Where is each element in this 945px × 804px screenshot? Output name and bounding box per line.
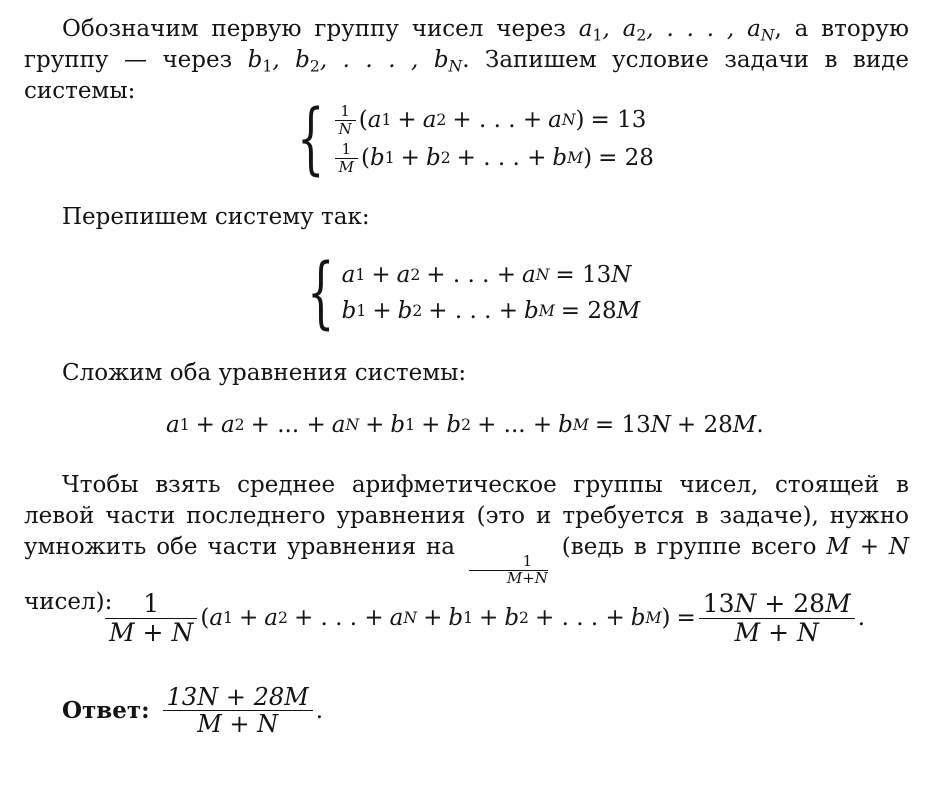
system2-equation-b: b 1 + b 2 + . . . + b M = 28 M [341,298,641,324]
system1-equation-b: $\frac{1}{M}$ ( b 1 + b 2 + . . . + b M ) = 28 [332,139,654,177]
answer-denominator: M + N [197,710,279,739]
rewrite-paragraph: Перепишем систему так: [62,204,370,230]
system2-equation-a: a 1 + a 2 + . . . + a N = 13 N [341,262,632,288]
intro-paragraph: Обозначим первую группу чисел через $a_1$, $a_2$, . . . , $a_N$, а вторую группу — через $b_1$, $b_2$, . . . , $b_N$. Запишем условие задачи в виде системы: [24,16,909,104]
group-count: M + N [826,534,909,560]
left-brace: { [297,94,325,184]
answer-fraction [163,684,313,738]
inline-fraction: $\frac{1}{M+N}$ [469,554,548,587]
answer-numerator: 13N + 28M [166,683,309,711]
sum-equation: a 1 + a 2 + ... + a N + b 1 + b 2 + ... + b M = 13 N + 28 M . [166,412,764,438]
system-of-averages [286,94,654,184]
answer-period: . [315,697,323,724]
system1-equation-a: $\frac{1}{N}$ ( a 1 + a 2 + . . . + a N ) = 13 [332,101,654,139]
average-paragraph: Чтобы взять среднее арифметическое группы чисел, стоящей в левой части последнего уравнения (это и требуется в задаче), нужно умножить обе части уравнения на $\frac{1}{M+N}$ (ведь в группе всего M + N чисел): [24,472,909,615]
system-of-sums [296,248,641,338]
answer [62,684,323,738]
final-equation: $\frac{1}{M + N}$ ( a 1 + a 2 + . . . + a N + b 1 + b 2 + . . . + b M ) = $\frac{13N + 28M}{M + N}$ . [102,590,865,646]
sequence-a: $a_1$, $a_2$, . . . , $a_N$ [578,16,775,45]
sequence-b: $b_1$, $b_2$, . . . , $b_N$ [247,47,463,76]
left-brace: { [307,248,335,338]
answer-label: Ответ: [62,697,150,725]
add-paragraph: Сложим оба уравнения системы: [62,360,467,386]
